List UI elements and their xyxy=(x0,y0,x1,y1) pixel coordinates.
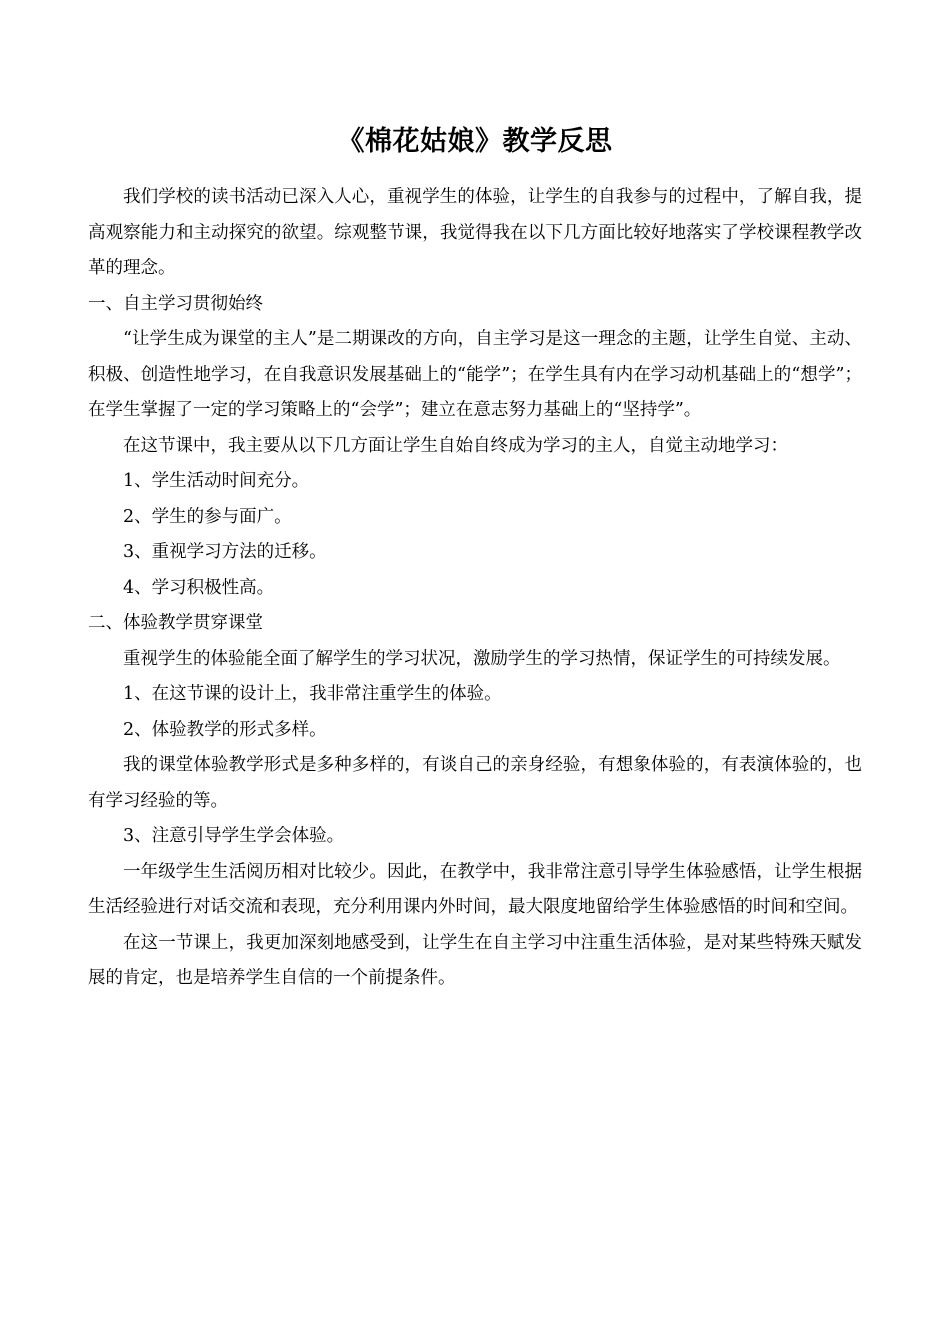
list-item: 1、在这节课的设计上，我非常注重学生的体验。 xyxy=(123,684,502,704)
list-item: 2、学生的参与面广。 xyxy=(123,506,292,527)
list-item: 1、学生活动时间充分。 xyxy=(123,471,310,491)
intro-paragraph: 我们学校的读书活动已深入人心，重视学生的体验，让学生的自我参与的过程中，了解自我，提高观察能力和主动探究的欲望。综观整节课，我觉得我在以下几方面比较好地落实了学校课程教学改革的理念。 xyxy=(88,187,862,278)
list-item: 3、重视学习方法的迁移。 xyxy=(123,542,327,562)
document-body xyxy=(88,180,862,997)
list-item: 3、注意引导学生学会体验。 xyxy=(123,826,345,846)
conclusion-paragraph: 在这一节课上，我更加深刻地感受到，让学生在自主学习中注重生活体验，是对某些特殊天赋发展的肯定，也是培养学生自信的一个前提条件。 xyxy=(88,932,862,988)
body-paragraph: 我的课堂体验教学形式是多种多样的，有谈自己的亲身经验，有想象体验的，有表演体验的，也有学习经验的等。 xyxy=(88,755,862,811)
list-item: 4、学习积极性高。 xyxy=(123,577,275,598)
body-paragraph: 在这节课中，我主要从以下几方面让学生自始自终成为学习的主人，自觉主动地学习： xyxy=(123,435,788,456)
section-heading-1: 一、自主学习贯彻始终 xyxy=(88,293,263,314)
body-paragraph: “让学生成为课堂的主人”是二期课改的方向，自主学习是这一理念的主题，让学生自觉、主动、积极、创造性地学习，在自我意识发展基础上的“能学”；在学生具有内在学习动机基础上的“想学”；在学生掌握了一定的学习策略上的“会学”；建立在意志努力基础上的“坚持学”。 xyxy=(88,329,862,420)
body-paragraph: 一年级学生生活阅历相对比较少。因此，在教学中，我非常注意引导学生体验感悟，让学生根据生活经验进行对话交流和表现，充分利用课内外时间，最大限度地留给学生体验感悟的时间和空间。 xyxy=(88,861,862,917)
body-paragraph: 重视学生的体验能全面了解学生的学习状况，激励学生的学习热情，保证学生的可持续发展。 xyxy=(123,648,841,669)
document-title: 《棉花姑娘》教学反思 xyxy=(337,126,613,157)
section-heading-2: 二、体验教学贯穿课堂 xyxy=(88,613,263,633)
list-item: 2、体验教学的形式多样。 xyxy=(123,719,327,740)
